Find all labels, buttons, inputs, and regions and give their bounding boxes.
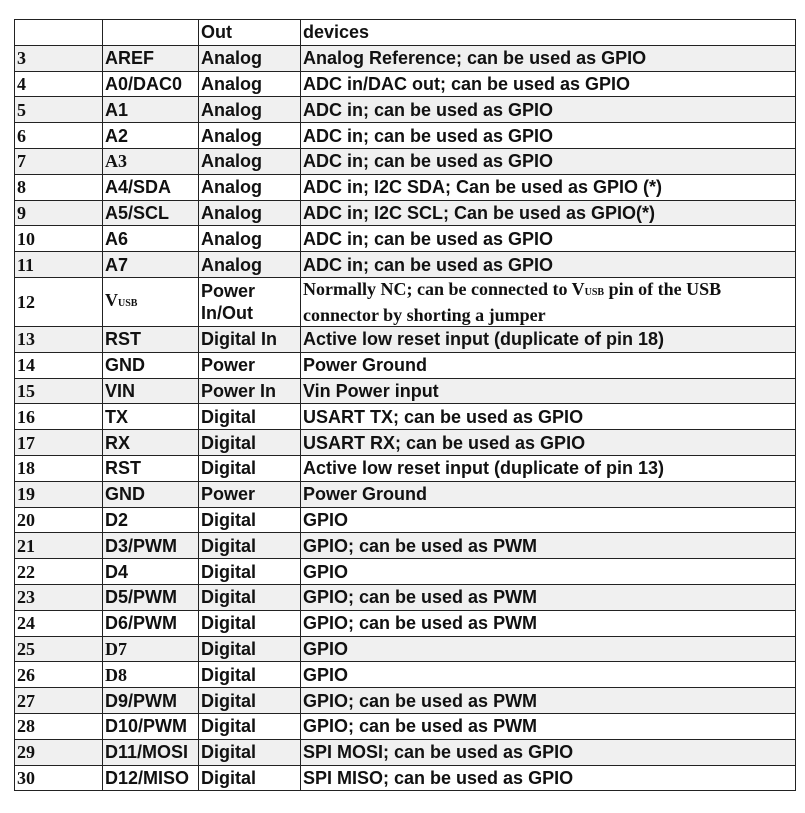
pin-name: A1 — [103, 97, 199, 123]
pin-name: A3 — [103, 148, 199, 174]
pin-description: ADC in; I2C SDA; Can be used as GPIO (*) — [301, 174, 796, 200]
pin-direction: Digital — [199, 533, 301, 559]
pin-name: A2 — [103, 123, 199, 149]
pin-name: A4/SDA — [103, 174, 199, 200]
pin-description: GPIO — [301, 507, 796, 533]
pin-direction: Digital — [199, 584, 301, 610]
pin-description-part1: Normally NC; can be connected to V — [303, 278, 585, 299]
table-row — [15, 713, 796, 739]
pin-direction: Analog — [199, 45, 301, 71]
pin-number: 12 — [15, 277, 103, 326]
pin-number: 28 — [15, 713, 103, 739]
pin-direction-line2: In/Out — [201, 302, 253, 323]
pin-direction: Analog — [199, 174, 301, 200]
table-row — [15, 226, 796, 252]
table-row — [15, 378, 796, 404]
table-row — [15, 326, 796, 352]
pin-name: A0/DAC0 — [103, 71, 199, 97]
pin-direction: Digital — [199, 455, 301, 481]
table-row — [15, 455, 796, 481]
pin-name: RX — [103, 430, 199, 456]
pin-description: ADC in; can be used as GPIO — [301, 252, 796, 278]
pin-number: 14 — [15, 352, 103, 378]
pin-direction-line1: Power — [201, 280, 256, 301]
table-row — [15, 765, 796, 791]
table-row — [15, 277, 796, 326]
pin-number: 25 — [15, 636, 103, 662]
pin-direction: Digital — [199, 559, 301, 585]
pin-direction: Digital — [199, 713, 301, 739]
pin-name: GND — [103, 481, 199, 507]
header-pin — [15, 20, 103, 46]
table-row — [15, 71, 796, 97]
pin-name: D11/MOSI — [103, 739, 199, 765]
pin-name: D12/MISO — [103, 765, 199, 791]
pin-direction: Power In — [199, 378, 301, 404]
pin-direction: Analog — [199, 97, 301, 123]
table-row — [15, 662, 796, 688]
pin-direction: Analog — [199, 71, 301, 97]
pin-description: ADC in; can be used as GPIO — [301, 123, 796, 149]
pin-name: D6/PWM — [103, 610, 199, 636]
pin-direction: Digital — [199, 662, 301, 688]
pin-direction: Digital — [199, 404, 301, 430]
table-row — [15, 352, 796, 378]
table-row — [15, 533, 796, 559]
pin-number: 22 — [15, 559, 103, 585]
pin-name: D8 — [103, 662, 199, 688]
pin-direction: Digital — [199, 430, 301, 456]
table-row — [15, 481, 796, 507]
pin-direction: Analog — [199, 148, 301, 174]
pin-direction: Digital — [199, 610, 301, 636]
pin-number: 10 — [15, 226, 103, 252]
pin-number: 11 — [15, 252, 103, 278]
table-row — [15, 148, 796, 174]
pin-number: 30 — [15, 765, 103, 791]
pin-number: 19 — [15, 481, 103, 507]
table-row — [15, 610, 796, 636]
pin-name: D7 — [103, 636, 199, 662]
table-row — [15, 200, 796, 226]
pin-description: ADC in; can be used as GPIO — [301, 97, 796, 123]
pin-description: GPIO — [301, 662, 796, 688]
table-row — [15, 559, 796, 585]
pin-number: 8 — [15, 174, 103, 200]
pin-description: GPIO; can be used as PWM — [301, 713, 796, 739]
pin-description: Power Ground — [301, 352, 796, 378]
pin-description: ADC in; can be used as GPIO — [301, 148, 796, 174]
table-row — [15, 123, 796, 149]
pin-name-subscript: USB — [118, 297, 138, 309]
pin-name: RST — [103, 455, 199, 481]
pin-number: 6 — [15, 123, 103, 149]
pin-description: ADC in/DAC out; can be used as GPIO — [301, 71, 796, 97]
table-row — [15, 252, 796, 278]
pin-description: GPIO; can be used as PWM — [301, 533, 796, 559]
table-row — [15, 507, 796, 533]
pin-name — [103, 277, 199, 326]
pin-number: 3 — [15, 45, 103, 71]
pin-direction: Digital — [199, 765, 301, 791]
pin-direction: Digital — [199, 636, 301, 662]
pin-direction: Digital — [199, 507, 301, 533]
pin-direction: Power — [199, 352, 301, 378]
table-row — [15, 45, 796, 71]
pin-number: 18 — [15, 455, 103, 481]
pin-name: VIN — [103, 378, 199, 404]
pin-description: GPIO; can be used as PWM — [301, 584, 796, 610]
header-name — [103, 20, 199, 46]
pin-description: GPIO; can be used as PWM — [301, 610, 796, 636]
table-row — [15, 739, 796, 765]
pin-number: 29 — [15, 739, 103, 765]
pin-name: D10/PWM — [103, 713, 199, 739]
pin-description-subscript: USB — [584, 286, 605, 298]
pin-description: SPI MISO; can be used as GPIO — [301, 765, 796, 791]
table-row — [15, 174, 796, 200]
pin-description-table — [14, 19, 796, 791]
pin-direction — [199, 277, 301, 326]
pin-description-part2: pin of the USB connector by shorting a jumper — [303, 278, 722, 325]
pin-number: 24 — [15, 610, 103, 636]
pin-description: Active low reset input (duplicate of pin 18) — [301, 326, 796, 352]
pin-name: RST — [103, 326, 199, 352]
table-row — [15, 430, 796, 456]
pin-number: 20 — [15, 507, 103, 533]
pin-number: 27 — [15, 688, 103, 714]
pin-number: 15 — [15, 378, 103, 404]
pin-name: D9/PWM — [103, 688, 199, 714]
pin-number: 4 — [15, 71, 103, 97]
pin-description: ADC in; can be used as GPIO — [301, 226, 796, 252]
pin-name: D5/PWM — [103, 584, 199, 610]
pin-number: 23 — [15, 584, 103, 610]
table-header-row — [15, 20, 796, 46]
table-row — [15, 688, 796, 714]
pin-number: 16 — [15, 404, 103, 430]
pin-name: TX — [103, 404, 199, 430]
pin-description: USART RX; can be used as GPIO — [301, 430, 796, 456]
pin-number: 21 — [15, 533, 103, 559]
pin-number: 17 — [15, 430, 103, 456]
pin-number: 7 — [15, 148, 103, 174]
pin-direction: Power — [199, 481, 301, 507]
pin-name: AREF — [103, 45, 199, 71]
pin-description: Vin Power input — [301, 378, 796, 404]
table-row — [15, 636, 796, 662]
pin-description: GPIO; can be used as PWM — [301, 688, 796, 714]
pin-description: GPIO — [301, 636, 796, 662]
pin-description: USART TX; can be used as GPIO — [301, 404, 796, 430]
pin-description: ADC in; I2C SCL; Can be used as GPIO(*) — [301, 200, 796, 226]
pin-description: Active low reset input (duplicate of pin 13) — [301, 455, 796, 481]
table-row — [15, 584, 796, 610]
pin-direction: Digital — [199, 739, 301, 765]
pin-name-main: V — [105, 289, 118, 310]
pin-direction: Analog — [199, 200, 301, 226]
pin-name: D4 — [103, 559, 199, 585]
pin-name: GND — [103, 352, 199, 378]
table-row — [15, 404, 796, 430]
pin-direction: Analog — [199, 252, 301, 278]
table-row — [15, 97, 796, 123]
pin-direction: Analog — [199, 123, 301, 149]
pin-description — [301, 277, 796, 326]
pin-direction: Digital In — [199, 326, 301, 352]
pin-description: SPI MOSI; can be used as GPIO — [301, 739, 796, 765]
pin-name: A7 — [103, 252, 199, 278]
pin-description: Analog Reference; can be used as GPIO — [301, 45, 796, 71]
pin-direction: Analog — [199, 226, 301, 252]
header-direction: Out — [199, 20, 301, 46]
pin-description: Power Ground — [301, 481, 796, 507]
pin-description: GPIO — [301, 559, 796, 585]
pin-name: A6 — [103, 226, 199, 252]
pin-number: 5 — [15, 97, 103, 123]
header-description: devices — [301, 20, 796, 46]
pin-number: 9 — [15, 200, 103, 226]
pin-direction: Digital — [199, 688, 301, 714]
pin-name: D3/PWM — [103, 533, 199, 559]
pin-name: A5/SCL — [103, 200, 199, 226]
pin-number: 26 — [15, 662, 103, 688]
pin-name: D2 — [103, 507, 199, 533]
pin-number: 13 — [15, 326, 103, 352]
